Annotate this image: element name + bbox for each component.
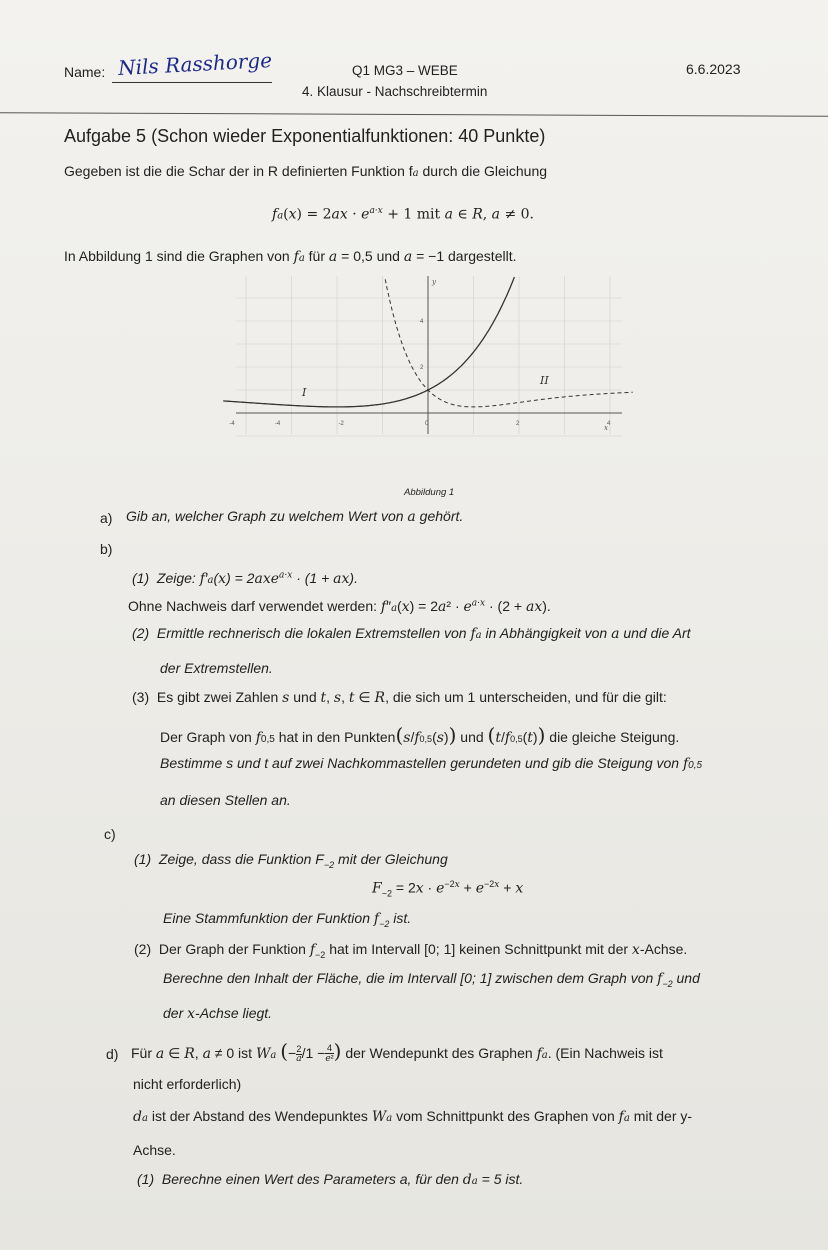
part-d-line1: Für a ∈ R, a ≠ 0 ist Wa (− $\frac{2}{a}$ /1 − $\frac{4}{\text{e²}}$ ) der Wendepunkt des Graphen fa. (Ein Nachweis ist xyxy=(131,1039,663,1065)
function-equation: $fa(x) = 2ax \cdot e^{a\cdot x} + 1$ mit a ∈ R, a ≠ 0. xyxy=(272,206,535,223)
curve-label-II: II xyxy=(540,374,549,387)
graph-curve-II xyxy=(385,279,633,407)
part-d-line3: da ist der Abstand des Wendepunktes Wa vom Schnittpunkt des Graphen von fa mit der y- xyxy=(133,1108,693,1125)
task-intro: Gegeben ist die die Schar der in R definierten Funktion fa durch die Gleichung xyxy=(64,163,548,179)
part-c2-line1: (2) Der Graph der Funktion $f_{-2}$ hat im Intervall [0; 1] keinen Schnittpunkt mit der x-Achse. xyxy=(134,941,688,960)
x-tick-label: 0 xyxy=(425,421,429,427)
part-a-label: a) xyxy=(100,510,113,526)
figure-reference-text: In Abbildung 1 sind die Graphen von fa für a = 0,5 und a = −1 dargestellt. xyxy=(64,248,517,265)
x-tick-label: -4 xyxy=(229,421,235,427)
part-b3-line2: Der Graph von f0,5 hat in den Punkten(s/f0,5(s)) und (t/f0,5(t)) die gleiche Steigung. xyxy=(160,723,680,747)
part-b3-line3: Bestimme s und t auf zwei Nachkommastellen gerundeten und gib die Steigung von f0,5 xyxy=(160,755,703,772)
part-c1-line2: Eine Stammfunktion der Funktion $f_{-2}$ ist. xyxy=(163,910,412,929)
part-b1-text: (1) Zeige: f′a(x) = 2axe$^{a\cdot x}$ · (1 + ax). xyxy=(132,570,358,587)
figure-caption: Abbildung 1 xyxy=(404,487,455,498)
graph-curve-I xyxy=(223,277,514,407)
part-a-text: Gib an, welcher Graph zu welchem Wert von a gehört. xyxy=(126,508,464,525)
task-title: Aufgabe 5 (Schon wieder Exponentialfunktionen: 40 Punkte) xyxy=(64,126,546,146)
name-label: Name: xyxy=(64,64,106,80)
part-d-line2: nicht erforderlich) xyxy=(133,1076,242,1092)
part-b3-line1: (3) Es gibt zwei Zahlen s und t, s, t ∈ R, die sich um 1 unterscheiden, und für die gilt: xyxy=(132,689,667,706)
part-c2-line3: der x-Achse liegt. xyxy=(163,1005,273,1022)
part-d1-text: (1) Berechne einen Wert des Parameters a, für den da = 5 ist. xyxy=(137,1171,524,1188)
part-b3-line4: an diesen Stellen an. xyxy=(160,792,291,808)
part-b-label: b) xyxy=(100,541,113,557)
part-b2-line1: (2) Ermittle rechnerisch die lokalen Extremstellen von fa in Abhängigkeit von a und die Art xyxy=(132,625,691,642)
graph-ticks xyxy=(229,319,611,427)
part-c1-line1: (1) Zeige, dass die Funktion $F_{-2}$ mit der Gleichung xyxy=(134,851,448,870)
x-tick-label: -4 xyxy=(274,421,281,427)
header-divider xyxy=(0,112,828,117)
y-tick-label: 4 xyxy=(420,319,424,325)
graph-grid xyxy=(236,276,622,436)
part-d-line4: Achse. xyxy=(133,1142,176,1158)
y-axis-label: y xyxy=(432,278,436,286)
x-axis-label: x xyxy=(604,424,608,432)
part-c2-line2: Berechne den Inhalt der Fläche, die im Intervall [0; 1] zwischen dem Graph von $f_{-2}$ und xyxy=(163,970,700,989)
exam-label: 4. Klausur - Nachschreibtermin xyxy=(302,84,488,99)
part-c1-equation: $F_{-2} = 2x \cdot e^{-2x} + e^{-2x} + x$ xyxy=(372,879,524,899)
name-line xyxy=(112,82,272,83)
exam-date: 6.6.2023 xyxy=(686,61,741,77)
x-tick-label: -2 xyxy=(338,421,344,427)
part-b1-note: Ohne Nachweis darf verwendet werden: $f''a(x) = 2a^2 \cdot e^{a\cdot x} \cdot (2 + ax)$. xyxy=(128,598,551,615)
part-d-label: d) xyxy=(106,1046,119,1062)
x-tick-label: 2 xyxy=(516,421,520,427)
student-name-signature: Nils Rasshorge xyxy=(117,47,273,81)
course-label: Q1 MG3 – WEBE xyxy=(352,63,458,78)
part-b2-line2: der Extremstellen. xyxy=(160,660,273,676)
x-tick-label: 4 xyxy=(607,421,611,427)
y-tick-label: 2 xyxy=(420,365,424,371)
curve-label-I: I xyxy=(302,386,307,399)
function-graph-figure xyxy=(229,272,624,452)
part-c-label: c) xyxy=(104,826,116,842)
